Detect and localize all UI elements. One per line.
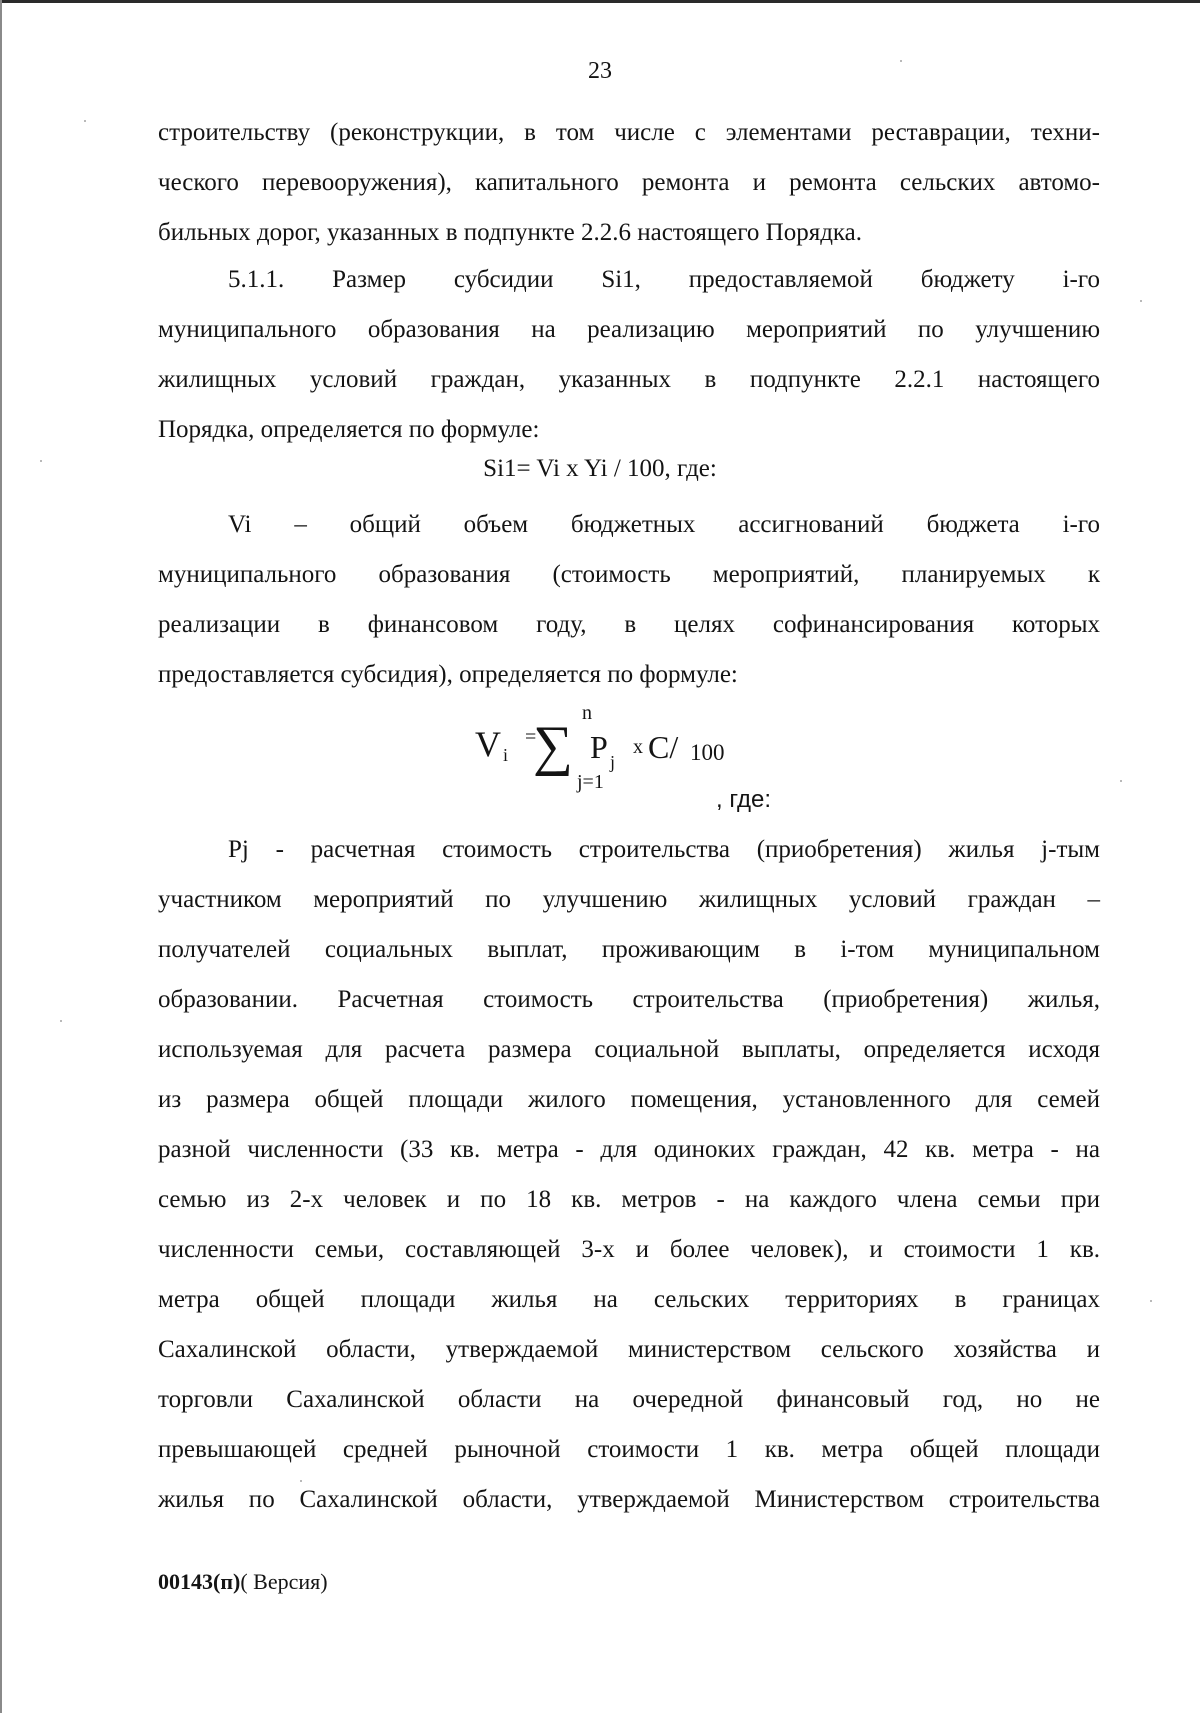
scan-speck	[1120, 780, 1122, 782]
formula-vi-lhs-subscript: i	[503, 745, 509, 765]
text-line: численности семьи, составляющей 3-х и более человек), и стоимости 1 кв.	[158, 1236, 1100, 1263]
formula-vi-lhs: V	[475, 724, 501, 764]
formula-vi-suffix: , где:	[716, 786, 772, 813]
formula-vi-times: x	[633, 736, 643, 758]
text-line: муниципального образования (стоимость мероприятий, планируемых к	[158, 561, 1100, 588]
scan-speck	[84, 120, 86, 122]
text-line: превышающей средней рыночной стоимости 1 кв. метра общей площади	[158, 1436, 1100, 1463]
paragraph-continuation	[158, 108, 1100, 258]
text-line: реализации в финансовом году, в целях софинансирования которых	[158, 611, 1100, 638]
scan-speck	[1150, 1300, 1152, 1302]
paragraph-5-1-1	[158, 255, 1100, 455]
scan-speck	[60, 1020, 62, 1022]
scan-speck	[1140, 300, 1142, 302]
text-line: метра общей площади жилья на сельских территориях в границах	[158, 1286, 1100, 1313]
text-line: Сахалинской области, утверждаемой министерством сельского хозяйства и	[158, 1336, 1100, 1363]
text-line: Pj - расчетная стоимость строительства (приобретения) жилья j-тым	[228, 836, 1100, 863]
footer-version-label: ( Версия)	[240, 1569, 328, 1594]
formula-vi-constant: C/	[648, 729, 679, 765]
formula-vi-term: P	[590, 729, 608, 765]
text-line: используемая для расчета размера социальной выплаты, определяется исходя	[158, 1036, 1100, 1063]
formula-si1: Si1= Vi x Yi / 100, где:	[483, 455, 717, 482]
sum-symbol: ∑	[533, 715, 573, 777]
scan-speck	[900, 60, 902, 62]
text-line: разной численности (33 кв. метра - для одиноких граждан, 42 кв. метра - на	[158, 1136, 1100, 1163]
formula-vi-divisor: 100	[690, 740, 725, 765]
paragraph-pj-definition	[158, 825, 1100, 1525]
text-line: бильных дорог, указанных в подпункте 2.2.6 настоящего Порядка.	[158, 219, 863, 246]
formula-vi-upper-limit: n	[582, 702, 592, 724]
text-line: получателей социальных выплат, проживающим в i-том муниципальном	[158, 936, 1100, 963]
document-footer	[158, 1569, 328, 1595]
text-line: строительству (реконструкции, в том числе с элементами реставрации, техни-	[158, 119, 1100, 146]
text-line: Vi – общий объем бюджетных ассигнований бюджета i-го	[228, 511, 1100, 538]
text-line: муниципального образования на реализацию мероприятий по улучшению	[158, 316, 1100, 343]
page-number: 23	[588, 58, 612, 84]
formula-vi-lower-limit: j=1	[577, 771, 604, 793]
text-line: жилищных условий граждан, указанных в подпункте 2.2.1 настоящего	[158, 366, 1100, 393]
scan-speck	[300, 1480, 302, 1482]
text-line: Порядка, определяется по формуле:	[158, 416, 540, 443]
formula-vi-term-subscript: j	[610, 752, 616, 772]
scan-speck	[40, 460, 42, 462]
formula-vi-equals: =	[525, 726, 537, 748]
text-line: торговли Сахалинской области на очередной финансовый год, но не	[158, 1386, 1100, 1413]
footer-document-code: 00143(п)	[158, 1569, 241, 1594]
text-line: ческого перевооружения), капитального ремонта и ремонта сельских автомо-	[158, 169, 1100, 196]
text-line: 5.1.1. Размер субсидии Si1, предоставляемой бюджету i-го	[228, 266, 1100, 293]
text-line: образовании. Расчетная стоимость строительства (приобретения) жилья,	[158, 986, 1100, 1013]
text-line: предоставляется субсидия), определяется по формуле:	[158, 661, 738, 688]
text-line: участником мероприятий по улучшению жилищных условий граждан –	[158, 886, 1100, 913]
top-scan-border	[0, 0, 1200, 3]
text-line: семью из 2-х человек и по 18 кв. метров - на каждого члена семьи при	[158, 1186, 1100, 1213]
left-scan-border	[0, 0, 2, 1713]
text-line: из размера общей площади жилого помещения, установленного для семей	[158, 1086, 1100, 1113]
paragraph-vi-definition	[158, 500, 1100, 700]
text-line: жилья по Сахалинской области, утверждаемой Министерством строительства	[158, 1486, 1100, 1513]
